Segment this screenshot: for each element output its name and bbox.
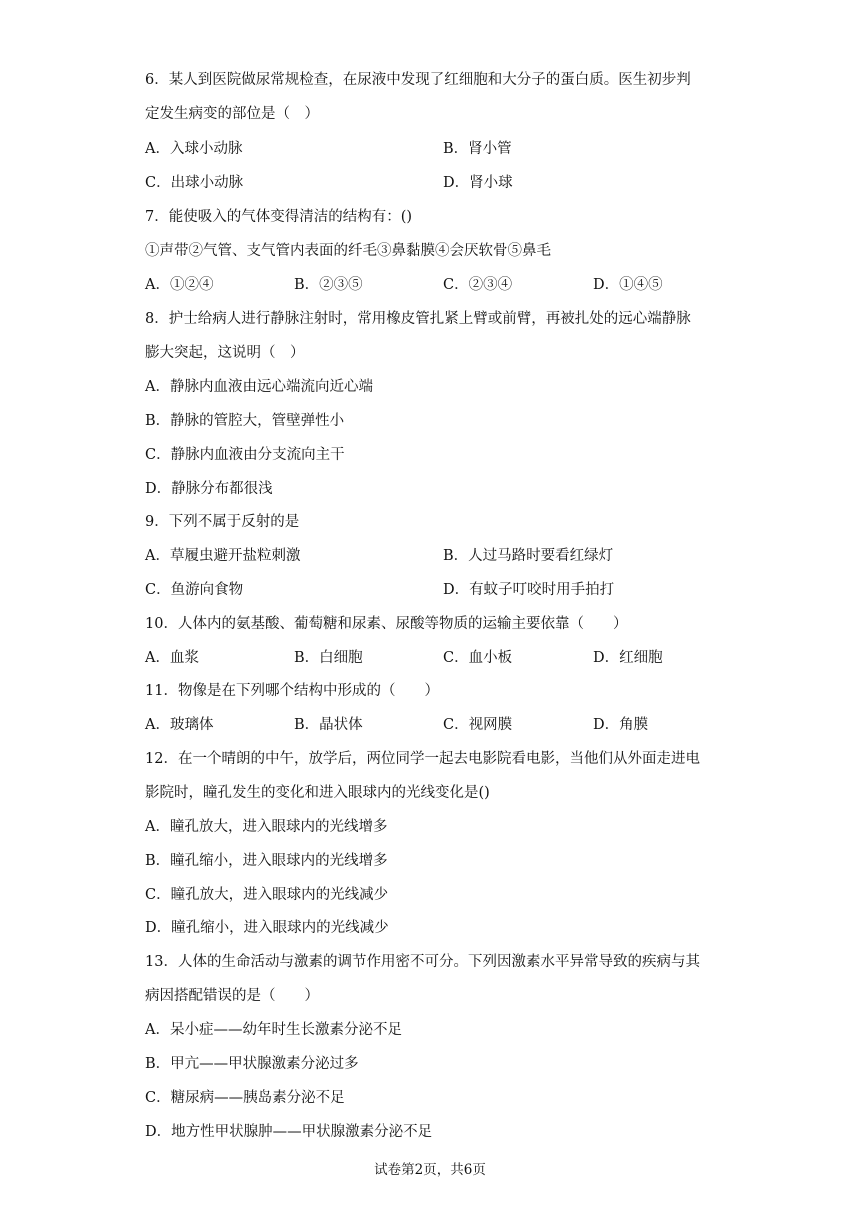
q7-option-b: B．②③⑤ [294, 277, 363, 293]
q13-option-c: C．糖尿病——胰岛素分泌不足 [145, 1090, 345, 1106]
q9-option-c: C．鱼游向食物 [145, 582, 244, 598]
q10-stem: 10．人体内的氨基酸、葡萄糖和尿素、尿酸等物质的运输主要依靠（ ） [145, 616, 628, 632]
q9-option-b: B．人过马路时要看红绿灯 [443, 548, 614, 564]
q13-option-d: D．地方性甲状腺肿——甲状腺激素分泌不足 [145, 1124, 433, 1140]
q7-items: ①声带②气管、支气管内表面的纤毛③鼻黏膜④会厌软骨⑤鼻毛 [145, 243, 551, 259]
q6-option-a: A．入球小动脉 [145, 141, 243, 157]
q11-option-b: B．晶状体 [294, 717, 363, 733]
q13-stem-line2: 病因搭配错误的是（ ） [145, 988, 319, 1004]
q12-stem-line1: 12．在一个晴朗的中午，放学后，两位同学一起去电影院看电影，当他们从外面走进电 [145, 751, 700, 767]
q10-option-a: A．血浆 [145, 650, 199, 666]
q6-option-b: B．肾小管 [443, 141, 512, 157]
q12-option-a: A．瞳孔放大，进入眼球内的光线增多 [145, 819, 388, 835]
q6-stem-line2: 定发生病变的部位是（ ） [145, 106, 319, 122]
q7-stem: 7．能使吸入的气体变得清洁的结构有：() [145, 209, 413, 225]
q8-stem-line1: 8．护士给病人进行静脉注射时，常用橡皮管扎紧上臂或前臂，再被扎处的远心端静脉 [145, 311, 691, 327]
q9-option-a: A．草履虫避开盐粒刺激 [145, 548, 301, 564]
q9-stem: 9．下列不属于反射的是 [145, 514, 300, 530]
q8-option-c: C．静脉内血液由分支流向主干 [145, 447, 345, 463]
q6-option-d: D．肾小球 [443, 175, 513, 191]
q8-option-b: B．静脉的管腔大，管壁弹性小 [145, 413, 345, 429]
q11-option-c: C．视网膜 [443, 717, 513, 733]
q7-option-c: C．②③④ [443, 277, 513, 293]
q10-option-d: D．红细胞 [593, 650, 663, 666]
page-footer: 试卷第2页，共6页 [374, 1162, 486, 1178]
q10-option-c: C．血小板 [443, 650, 513, 666]
q11-option-a: A．玻璃体 [145, 717, 214, 733]
q9-option-d: D．有蚊子叮咬时用手拍打 [443, 582, 615, 598]
q6-option-c: C．出球小动脉 [145, 175, 244, 191]
q12-stem-line2: 影院时，瞳孔发生的变化和进入眼球内的光线变化是() [145, 785, 490, 801]
q12-option-b: B．瞳孔缩小，进入眼球内的光线增多 [145, 853, 388, 869]
q7-option-a: A．①②④ [145, 277, 214, 293]
q8-option-d: D．静脉分布都很浅 [145, 481, 273, 497]
q13-option-b: B．甲亢——甲状腺激素分泌过多 [145, 1056, 359, 1072]
q12-option-c: C．瞳孔放大，进入眼球内的光线减少 [145, 887, 389, 903]
q10-option-b: B．白细胞 [294, 650, 363, 666]
q12-option-d: D．瞳孔缩小，进入眼球内的光线减少 [145, 920, 389, 936]
q11-option-d: D．角膜 [593, 717, 649, 733]
q13-stem-line1: 13．人体的生命活动与激素的调节作用密不可分。下列因激素水平异常导致的疾病与其 [145, 954, 700, 970]
q6-stem-line1: 6．某人到医院做尿常规检查，在尿液中发现了红细胞和大分子的蛋白质。医生初步判 [145, 72, 691, 88]
q8-option-a: A．静脉内血液由远心端流向近心端 [145, 379, 373, 395]
q7-option-d: D．①④⑤ [593, 277, 663, 293]
q11-stem: 11．物像是在下列哪个结构中形成的（ ） [145, 683, 439, 699]
q13-option-a: A．呆小症——幼年时生长激素分泌不足 [145, 1022, 402, 1038]
q8-stem-line2: 膨大突起，这说明（ ） [145, 345, 305, 361]
